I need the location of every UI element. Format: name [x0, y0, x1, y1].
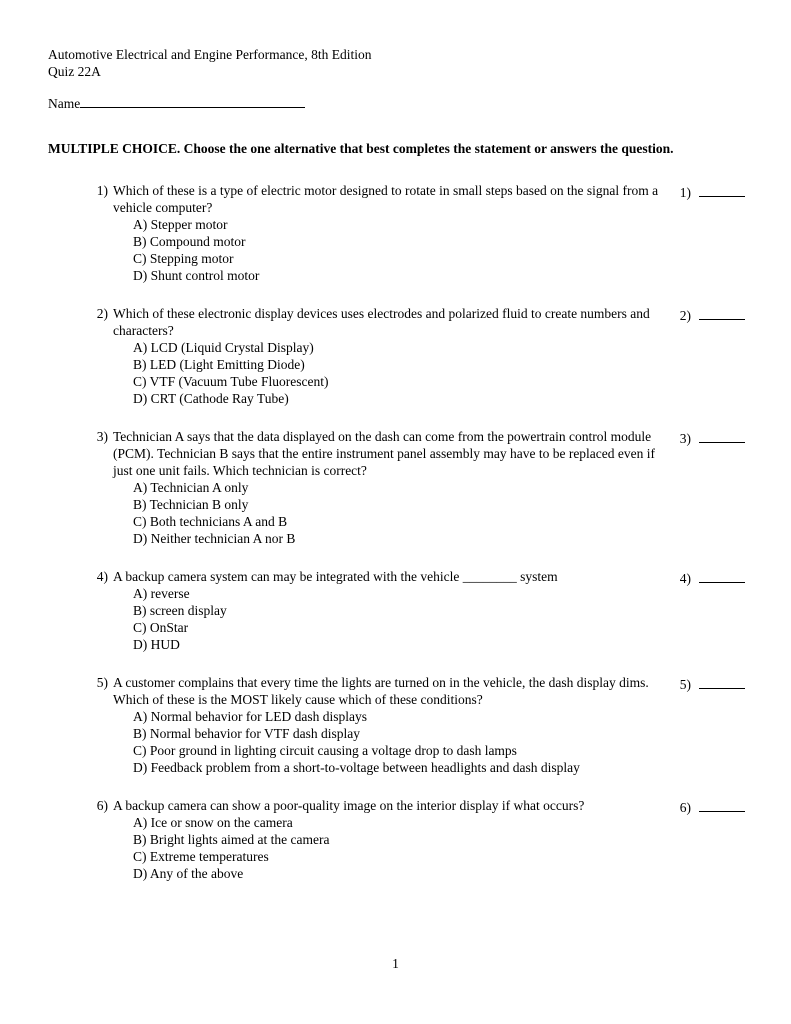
- question: [90, 797, 745, 882]
- choice: B) Normal behavior for VTF dash display: [133, 726, 360, 741]
- choices: [133, 814, 665, 882]
- question-content: [113, 428, 665, 547]
- page-number: 1: [392, 956, 399, 971]
- question-main: [90, 182, 665, 284]
- question-text: Technician A says that the data displayed on the dash can come from the powertrain control module (PCM). Technician B says that the entire instrument panel assembly may have to be replaced even if just one unit fails. Which technician is correct?: [113, 429, 656, 478]
- answer-blank: [699, 305, 745, 320]
- question: [90, 674, 745, 776]
- choice: C) Extreme temperatures: [133, 849, 269, 864]
- answer-number: 2): [679, 308, 691, 323]
- question-text: A backup camera system can may be integrated with the vehicle ________ system: [113, 569, 558, 584]
- answer-number: 5): [679, 677, 691, 692]
- choice: A) reverse: [133, 586, 190, 601]
- question-main: [90, 797, 665, 882]
- question-main: [90, 305, 665, 407]
- answer-slot: [672, 428, 745, 447]
- answer-slot: [672, 674, 745, 693]
- choice: A) Technician A only: [133, 480, 249, 495]
- choice: C) Stepping motor: [133, 251, 234, 266]
- question-text: Which of these electronic display devices uses electrodes and polarized fluid to create numbers and characters?: [113, 306, 650, 338]
- question: [90, 568, 745, 653]
- question: [90, 305, 745, 407]
- choice: B) Compound motor: [133, 234, 246, 249]
- question: [90, 428, 745, 547]
- name-underline: [80, 94, 305, 108]
- answer-slot: [672, 797, 745, 816]
- question-number: 2): [96, 306, 108, 321]
- choices: [133, 479, 665, 547]
- choice: B) LED (Light Emitting Diode): [133, 357, 305, 372]
- choice: A) Stepper motor: [133, 217, 228, 232]
- question-content: [113, 568, 665, 653]
- choice: D) CRT (Cathode Ray Tube): [133, 391, 289, 406]
- answer-blank: [699, 797, 745, 812]
- answer-blank: [699, 428, 745, 443]
- question-text: Which of these is a type of electric motor designed to rotate in small steps based on the signal from a vehicle computer?: [113, 183, 659, 215]
- choice: C) Poor ground in lighting circuit causing a voltage drop to dash lamps: [133, 743, 517, 758]
- answer-number: 1): [679, 185, 691, 200]
- question-main: [90, 428, 665, 547]
- choice: B) Bright lights aimed at the camera: [133, 832, 330, 847]
- choice: A) Ice or snow on the camera: [133, 815, 293, 830]
- name-row: [48, 94, 745, 112]
- name-label: Name: [48, 96, 81, 111]
- question-content: [113, 797, 665, 882]
- answer-slot: [672, 568, 745, 587]
- question: [90, 182, 745, 284]
- question-text: A backup camera can show a poor-quality image on the interior display if what occurs?: [113, 798, 585, 813]
- choices: [133, 708, 665, 776]
- choice: D) Feedback problem from a short-to-voltage between headlights and dash display: [133, 760, 580, 775]
- choice: A) Normal behavior for LED dash displays: [133, 709, 367, 724]
- choice: D) Shunt control motor: [133, 268, 260, 283]
- answer-number: 4): [679, 571, 691, 586]
- answer-number: 3): [679, 431, 691, 446]
- answer-slot: [672, 182, 745, 201]
- choice: B) Technician B only: [133, 497, 249, 512]
- choice: D) Neither technician A nor B: [133, 531, 296, 546]
- answer-blank: [699, 182, 745, 197]
- question-content: [113, 305, 665, 407]
- question-content: [113, 674, 665, 776]
- choice: D) Any of the above: [133, 866, 244, 881]
- choice: C) VTF (Vacuum Tube Fluorescent): [133, 374, 329, 389]
- answer-blank: [699, 568, 745, 583]
- choice: C) Both technicians A and B: [133, 514, 288, 529]
- question-text: A customer complains that every time the lights are turned on in the vehicle, the dash display dims. Which of these is the MOST likely cause which of these conditions?: [113, 675, 649, 707]
- question-number: 4): [96, 569, 108, 584]
- choices: [133, 216, 665, 284]
- doc-title: Automotive Electrical and Engine Performance, 8th Edition: [48, 47, 372, 62]
- answer-number: 6): [679, 800, 691, 815]
- choice: C) OnStar: [133, 620, 189, 635]
- question-main: [90, 568, 665, 653]
- question-content: [113, 182, 665, 284]
- answer-blank: [699, 674, 745, 689]
- questions-list: [90, 182, 745, 882]
- question-number: 5): [96, 675, 108, 690]
- answer-slot: [672, 305, 745, 324]
- question-number: 6): [96, 798, 108, 813]
- question-number: 1): [96, 183, 108, 198]
- choices: [133, 585, 665, 653]
- quiz-title: Quiz 22A: [48, 64, 101, 79]
- choice: B) screen display: [133, 603, 227, 618]
- choice: A) LCD (Liquid Crystal Display): [133, 340, 314, 355]
- question-number: 3): [96, 429, 108, 444]
- choice: D) HUD: [133, 637, 180, 652]
- instructions: MULTIPLE CHOICE. Choose the one alternative that best completes the statement or answers the question.: [48, 141, 674, 156]
- choices: [133, 339, 665, 407]
- question-main: [90, 674, 665, 776]
